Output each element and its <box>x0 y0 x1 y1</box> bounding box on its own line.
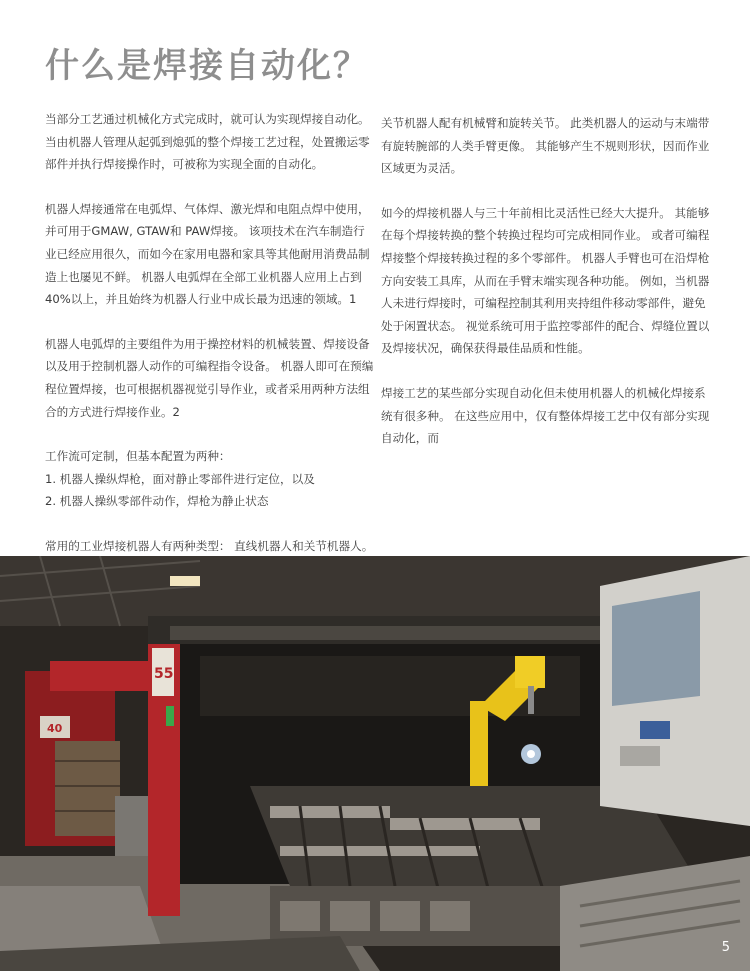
paragraph-mechanized: 焊接工艺的某些部分实现自动化但未使用机器人的机械化焊接系统有很多种。 在这些应用中，仅有整体焊接工艺中仅有部分实现自动化，而 <box>381 385 710 446</box>
config-intro: 工作流可定制，但基本配置为两种： <box>45 449 231 464</box>
paragraph-robot-types: 常用的工业焊接机器人有两种类型： 直线机器人和关节机器人。 <box>45 538 374 553</box>
cell-sign-40: 40 <box>47 722 63 735</box>
cell-sign-55: 55 <box>154 666 174 682</box>
right-column <box>381 112 711 472</box>
page-title: 什么是焊接自动化？ <box>45 46 369 86</box>
paragraph-articulated: 关节机器人配有机械臂和旋转关节。 此类机器人的运动与末端带有旋转腕部的人类手臂更像。 其能够产生不规则形状，因而作业区域更为灵活。 <box>381 116 710 176</box>
config-item-1: 1. 机器人操纵焊枪，面对静止零部件进行定位，以及 <box>45 471 315 486</box>
paragraph-robot-welding: 机器人焊接通常在电弧焊、气体焊、激光焊和电阻点焊中使用，并可用于GMAW, GTAW和 PAW焊接。 该项技术在汽车制造行业已经应用很久，而如今在家用电器和家具等其他耐用消费品制造上也屡见不鲜。 机器人电弧焊在全部工业机器人应用上占到40%以上，并且始终为机器人行业中成长最为迅速的领域。1 <box>45 201 370 307</box>
page-number: 5 <box>721 940 730 955</box>
paragraph-intro: 当部分工艺通过机械化方式完成时，就可认为实现焊接自动化。 当由机器人管理从起弧到熄弧的整个焊接工艺过程，处置搬运零部件并执行焊接操作时，可被称为实现全面的自动化。 <box>45 112 370 172</box>
left-column <box>45 108 375 602</box>
paragraph-flexibility: 如今的焊接机器人与三十年前相比灵活性已经大大提升。 其能够在每个焊接转换的整个转换过程均可完成相同作业。 或者可编程焊接整个焊接转换过程的多个零部件。 机器人手臂也可在沿焊枪方向安装工具库，从而在手臂末端实现各种功能。 例如，当机器人未进行焊接时，可编程控制其利用夹持组件移动零部件，避免处于闲置状态。 视觉系统可用于监控零部件的配合、焊缝位置以及焊接状况，确保获得最佳品质和性能。 <box>381 205 710 356</box>
paragraph-components: 机器人电弧焊的主要组件为用于操控材料的机械装置、焊接设备以及用于控制机器人动作的可编程指令设备。 机器人即可在预编程位置焊接，也可根据机器视觉引导作业，或者采用两种方法组合的方式进行焊接作业。2 <box>45 336 374 419</box>
robotic-welding-cell-photo <box>0 556 750 971</box>
config-item-2: 2. 机器人操纵零部件动作，焊枪为静止状态 <box>45 494 269 509</box>
